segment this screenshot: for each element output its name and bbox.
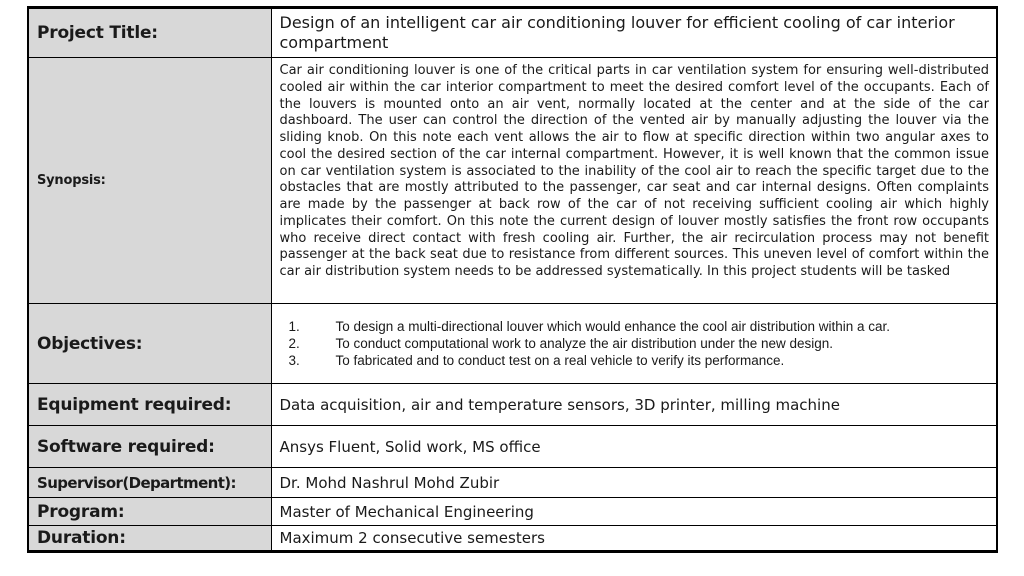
- synopsis-value: Car air conditioning louver is one of the critical parts in car ventilation system for ensuring well-distributed cooled air within the car interior compartment to meet the desired comfort level of the occupants. Each of the louvers is mounted onto an air vent, normally located at the center and at the side of the car dashboard. The user can control the direction of the vented air by manually adjusting the louver via the sliding knob. On this note each vent allows the air to flow at specific direction within two angular axes to cool the desired section of the car internal compartment. However, it is well known that the common issue on car ventilation system is associated to the inability of the cool air to reach the specific target due to the obstacles that are mostly attributed to the passenger, car seat and car internal designs. Often complaints are made by the passenger at back row of the car of not receiving sufficient cooling air which highly implicates their comfort. On this note the current design of louver mostly satisfies the front row occupants who receive direct contact with fresh cooling air. Further, the air recirculation process may not benefit passenger at the back seat due to resistance from different sources. This uneven level of comfort within the car air distribution system needs to be addressed systematically. In this project students will be tasked: [271, 58, 997, 304]
- supervisor-department-label: Supervisor(Department):: [28, 468, 271, 498]
- synopsis-label: Synopsis:: [28, 58, 271, 304]
- objectives-list: [272, 318, 997, 369]
- table-row: [28, 468, 997, 498]
- project-description-table: [27, 6, 998, 553]
- supervisor-department-value: Dr. Mohd Nashrul Mohd Zubir: [271, 468, 997, 498]
- objective-item-2: To conduct computational work to analyze the air distribution under the new design.: [335, 336, 834, 351]
- project-title-value: Design of an intelligent car air conditioning louver for efficient cooling of car interior compartment: [271, 8, 997, 58]
- duration-label: Duration:: [28, 526, 271, 552]
- program-label: Program:: [28, 498, 271, 526]
- table-row: [28, 58, 997, 304]
- program-value: Master of Mechanical Engineering: [271, 498, 997, 526]
- table-row: [28, 304, 997, 384]
- equipment-required-value: Data acquisition, air and temperature sensors, 3D printer, milling machine: [271, 384, 997, 426]
- project-title-label: Project Title:: [28, 8, 271, 58]
- software-required-value: Ansys Fluent, Solid work, MS office: [271, 426, 997, 468]
- objectives-value: [271, 304, 997, 384]
- table-row: [28, 426, 997, 468]
- table-row: [28, 8, 997, 58]
- software-required-label: Software required:: [28, 426, 271, 468]
- table-row: [28, 526, 997, 552]
- objective-item-1: To design a multi-directional louver which would enhance the cool air distribution within a car.: [335, 319, 891, 334]
- objectives-label: Objectives:: [28, 304, 271, 384]
- table-row: [28, 498, 997, 526]
- duration-value: Maximum 2 consecutive semesters: [271, 526, 997, 552]
- objective-item-3: To fabricated and to conduct test on a real vehicle to verify its performance.: [335, 353, 785, 368]
- table-row: [28, 384, 997, 426]
- equipment-required-label: Equipment required:: [28, 384, 271, 426]
